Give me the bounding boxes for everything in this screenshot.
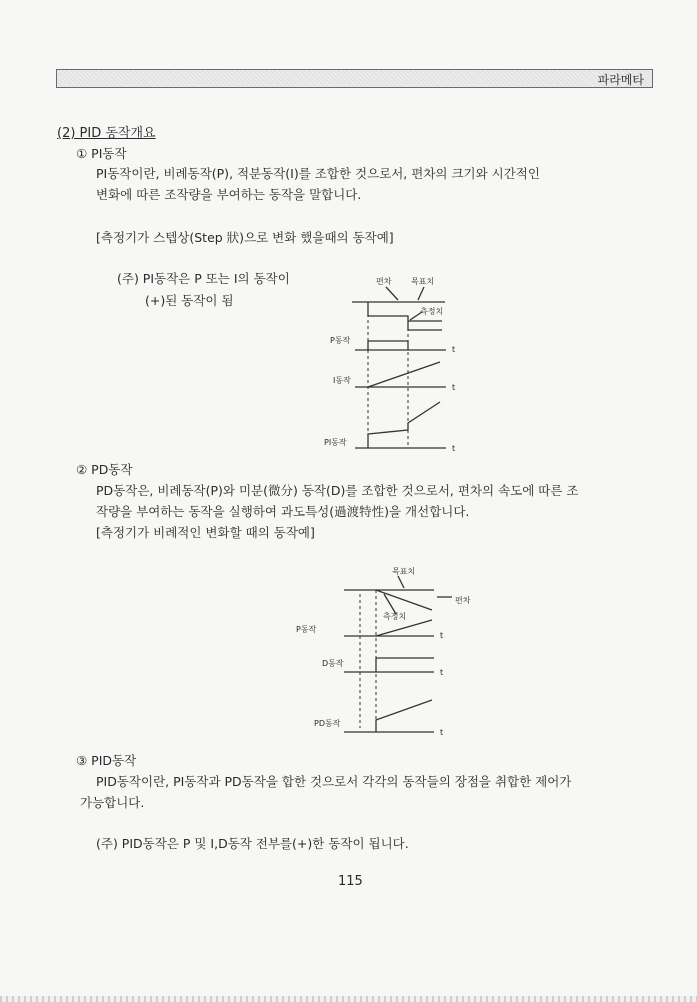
pid-body-line2: 가능합니다. xyxy=(80,795,145,810)
pd-target-pointer xyxy=(398,576,404,588)
pi-pi-output xyxy=(368,402,440,448)
pd-measured-ramp xyxy=(376,590,432,610)
pd-diagram-t1: t xyxy=(440,631,444,640)
pd-diagram-t3: t xyxy=(440,728,444,737)
page-number: 115 xyxy=(338,874,363,889)
pi-body-line2: 변화에 따른 조작량을 부여하는 동작을 말합니다. xyxy=(96,187,362,202)
pi-diagram-label-deviation: 편차 xyxy=(376,277,392,286)
pd-diagram-label-d: D동작 xyxy=(322,659,344,668)
pd-diagram xyxy=(344,576,452,732)
pd-diagram-label-pd: PD동작 xyxy=(314,719,341,728)
pi-diagram-label-p: P동작 xyxy=(330,336,351,345)
pi-diagram-label-pi: PI동작 xyxy=(324,438,347,447)
pid-body-line1: PID동작이란, PI동작과 PD동작을 합한 것으로서 각각의 동작들의 장점을 취합한 제어가 xyxy=(96,774,572,789)
pd-d-output xyxy=(376,658,434,672)
pd-diagram-label-measured: 측정치 xyxy=(383,612,407,621)
pi-diagram-t2: t xyxy=(452,383,456,392)
pd-diagram-label-p: P동작 xyxy=(296,625,317,634)
pd-diagram-label-deviation: 편차 xyxy=(455,596,471,605)
pi-diagram-label-target: 목표치 xyxy=(411,277,435,286)
pi-measured-pointer xyxy=(410,312,422,320)
section-title: (2) PID 동작개요 xyxy=(57,126,156,141)
pd-diagram-label-target: 목표치 xyxy=(392,567,416,576)
pi-body-line1: PI동작이란, 비례동작(P), 적분동작(I)를 조합한 것으로서, 편차의 크기와 시간적인 xyxy=(96,166,540,181)
pd-p-output xyxy=(376,620,432,636)
pi-example-title: [측정기가 스텝상(Step 狀)으로 변화 했을때의 동작예] xyxy=(96,230,394,245)
pd-example-title: [측정기가 비례적인 변화할 때의 동작예] xyxy=(96,525,315,540)
pd-body-line2: 작량을 부여하는 동작을 실행하여 과도특성(過渡特性)을 개선합니다. xyxy=(96,504,470,519)
pi-note-line1: (주) PI동작은 P 또는 I의 동작이 xyxy=(117,271,290,286)
pi-diagram-t3: t xyxy=(452,444,456,453)
pd-pd-output xyxy=(376,700,432,732)
pi-target-pointer xyxy=(418,287,424,300)
pi-deviation-pointer xyxy=(386,287,398,300)
pid-heading: ③ PID동작 xyxy=(76,753,137,768)
pid-note: (주) PID동작은 P 및 I,D동작 전부를(+)한 동작이 됩니다. xyxy=(96,836,409,851)
pi-diagram xyxy=(352,287,446,448)
pi-measured-step xyxy=(368,302,442,330)
scan-edge xyxy=(0,996,697,1002)
pi-note-line2: (+)된 동작이 됨 xyxy=(145,293,234,308)
pi-diagram-label-i: I동작 xyxy=(333,376,351,385)
pi-i-output xyxy=(368,362,440,387)
pi-diagram-t1: t xyxy=(452,345,456,354)
pd-heading: ② PD동작 xyxy=(76,462,133,477)
pi-heading: ① PI동작 xyxy=(76,146,127,161)
pd-body-line1: PD동작은, 비례동작(P)와 미분(微分) 동작(D)를 조합한 것으로서, 편차의 속도에 따른 조 xyxy=(96,483,579,498)
pi-p-output xyxy=(368,341,408,350)
pd-diagram-t2: t xyxy=(440,668,444,677)
pi-diagram-label-measured: 측정치 xyxy=(420,307,444,316)
header-title: 파라메타 xyxy=(597,73,644,87)
